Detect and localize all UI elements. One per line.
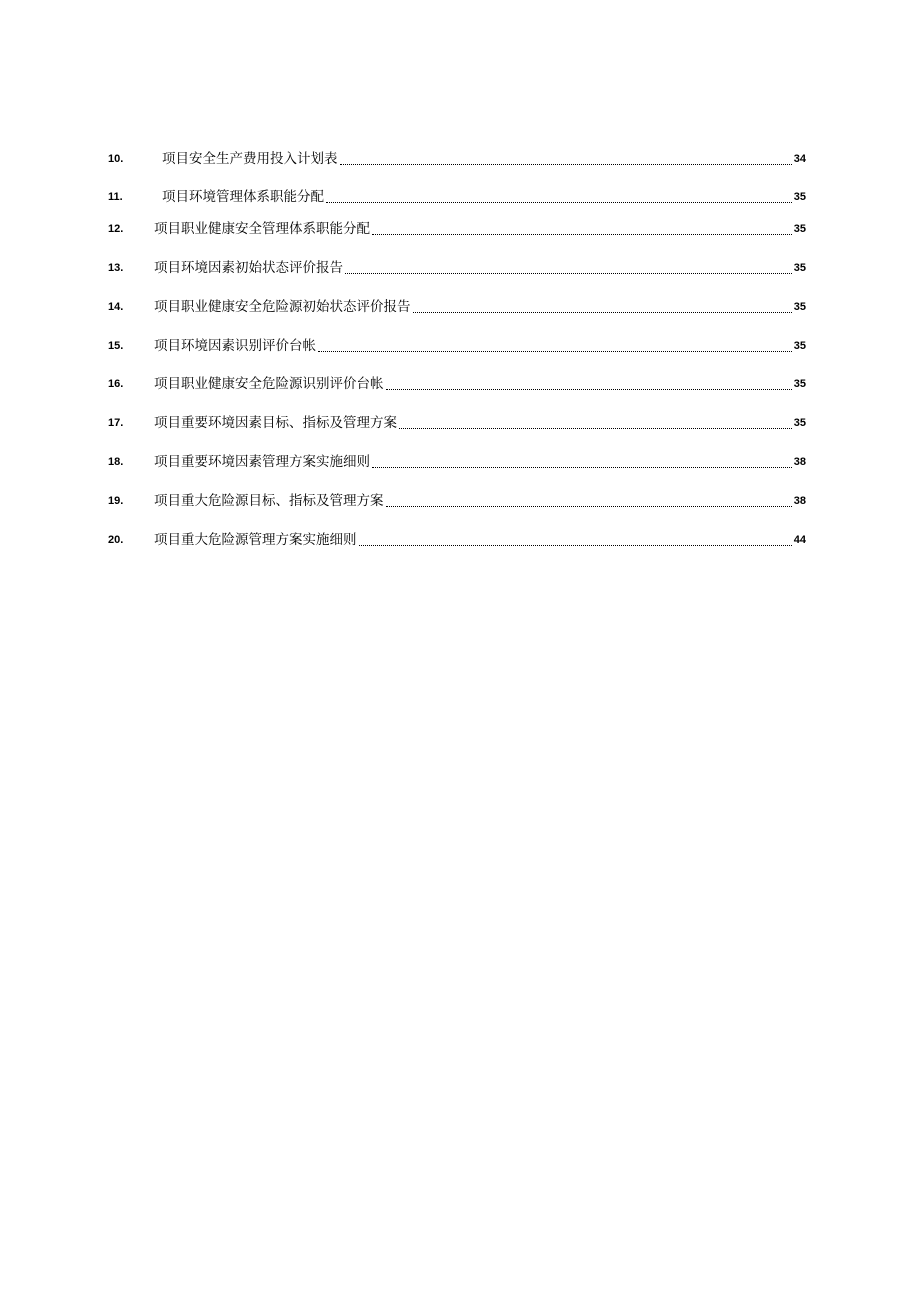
toc-entry-page: 35 (793, 340, 806, 352)
toc-entry-title: 项目重要环境因素管理方案实施细则 (154, 454, 370, 470)
toc-entry-14[interactable] (108, 294, 806, 316)
toc-dot-leader (413, 308, 792, 313)
toc-entry-number: 12. (108, 223, 124, 235)
toc-entry-title: 项目重要环境因素目标、指标及管理方案 (154, 415, 397, 431)
toc-entry-title: 项目环境因素识别评价台帐 (154, 338, 316, 354)
toc-entry-number: 19. (108, 495, 124, 507)
toc-entry-10[interactable] (108, 146, 806, 168)
toc-entry-page: 38 (793, 495, 806, 507)
toc-entry-page: 38 (793, 456, 806, 468)
toc-dot-leader (372, 230, 792, 235)
toc-entry-page: 35 (793, 223, 806, 235)
toc-entry-page: 35 (793, 301, 806, 313)
toc-entry-title: 项目职业健康安全危险源识别评价台帐 (154, 376, 384, 392)
toc-dot-leader (386, 385, 792, 390)
toc-entry-11[interactable] (108, 184, 806, 206)
toc-entry-18[interactable] (108, 449, 806, 471)
toc-entry-12[interactable] (108, 216, 806, 238)
toc-entry-title: 项目重大危险源目标、指标及管理方案 (154, 493, 384, 509)
toc-dot-leader (326, 198, 792, 203)
toc-dot-leader (359, 541, 792, 546)
toc-dot-leader (399, 424, 792, 429)
toc-entry-title: 项目重大危险源管理方案实施细则 (154, 532, 357, 548)
toc-entry-title: 项目环境管理体系职能分配 (162, 189, 324, 205)
toc-entry-page: 34 (793, 153, 806, 165)
toc-entry-number: 18. (108, 456, 124, 468)
toc-dot-leader (340, 160, 792, 165)
toc-dot-leader (386, 502, 792, 507)
toc-entry-title: 项目安全生产费用投入计划表 (162, 151, 338, 167)
toc-entry-19[interactable] (108, 488, 806, 510)
toc-entry-20[interactable] (108, 527, 806, 549)
toc-entry-number: 20. (108, 534, 124, 546)
toc-dot-leader (372, 463, 792, 468)
toc-entry-15[interactable] (108, 333, 806, 355)
toc-dot-leader (345, 269, 792, 274)
toc-entry-number: 17. (108, 417, 124, 429)
toc-entry-page: 35 (793, 417, 806, 429)
toc-entry-title: 项目环境因素初始状态评价报告 (154, 260, 343, 276)
toc-entry-number: 15. (108, 340, 124, 352)
toc-entry-13[interactable] (108, 255, 806, 277)
toc-entry-number: 10. (108, 153, 124, 165)
toc-entry-page: 35 (793, 191, 806, 203)
toc-entry-16[interactable] (108, 371, 806, 393)
toc-entry-number: 11. (108, 191, 123, 203)
toc-entry-title: 项目职业健康安全危险源初始状态评价报告 (154, 299, 411, 315)
toc-entry-number: 14. (108, 301, 124, 313)
toc-entry-number: 13. (108, 262, 124, 274)
toc-entry-page: 44 (793, 534, 806, 546)
toc-entry-title: 项目职业健康安全管理体系职能分配 (154, 221, 370, 237)
toc-entry-number: 16. (108, 378, 124, 390)
toc-entry-17[interactable] (108, 410, 806, 432)
toc-entry-page: 35 (793, 378, 806, 390)
toc-dot-leader (318, 347, 792, 352)
toc-entry-page: 35 (793, 262, 806, 274)
